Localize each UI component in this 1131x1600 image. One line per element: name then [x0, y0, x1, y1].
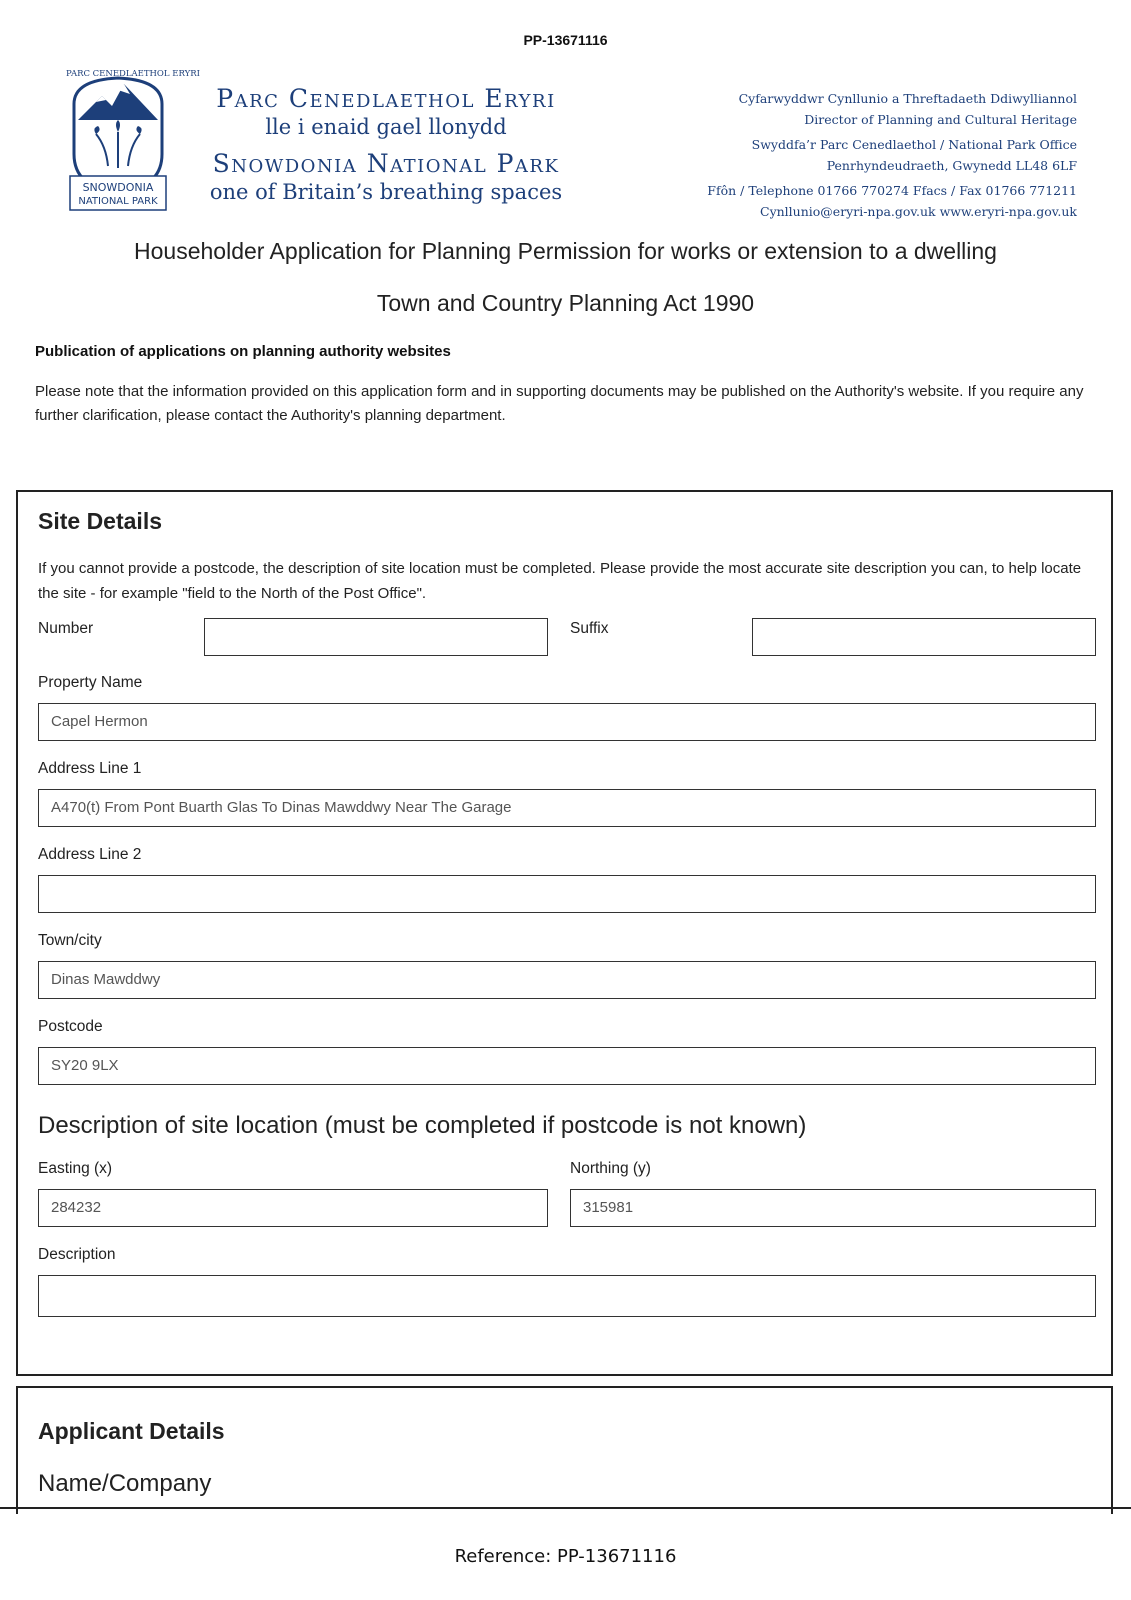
- logo-text-national-park: NATIONAL PARK: [78, 196, 158, 207]
- easting-field[interactable]: 284232: [38, 1189, 548, 1227]
- publication-heading: Publication of applications on planning authority websites: [35, 343, 451, 360]
- town-field[interactable]: Dinas Mawddwy: [38, 961, 1096, 999]
- site-details-section: [16, 490, 1113, 1376]
- publication-text: Please note that the information provided on this application form and in supporting documents may be published on the Authority's website. If you require any further clarification, please contact the Authority's planning department.: [35, 383, 1084, 424]
- address-line-2-label: Address Line 2: [38, 846, 142, 863]
- postcode-field[interactable]: SY20 9LX: [38, 1047, 1096, 1085]
- brand-welsh-name: Parc Cenedlaethol Eryri: [216, 84, 556, 113]
- description-label: Description: [38, 1246, 116, 1263]
- property-name-label: Property Name: [38, 674, 143, 691]
- contact-line: Swyddfa’r Parc Cenedlaethol / National Park Office: [751, 137, 1077, 152]
- applicant-details-title: Applicant Details: [38, 1418, 225, 1444]
- suffix-label: Suffix: [570, 620, 609, 637]
- form-title: Householder Application for Planning Permission for works or extension to a dwelling: [134, 238, 997, 264]
- page-divider: [0, 1507, 1131, 1509]
- contact-block: [697, 88, 1077, 222]
- reference-number-top: PP-13671116: [523, 32, 608, 48]
- logo-text-snowdonia: SNOWDONIA: [82, 181, 154, 194]
- number-label: Number: [38, 620, 94, 637]
- site-location-heading: Description of site location (must be completed if postcode is not known): [38, 1112, 807, 1139]
- brand-block: [188, 84, 584, 204]
- applicant-details-section: [16, 1386, 1113, 1514]
- logo-arc-text: PARC CENEDLAETHOL ERYRI: [66, 69, 200, 79]
- site-details-intro: If you cannot provide a postcode, the description of site location must be completed. Please provide the most accurate site description you can, to help locate the site - for example "field to the North of the Post Office".: [38, 560, 1082, 602]
- name-company-heading: Name/Company: [38, 1470, 212, 1497]
- easting-label: Easting (x): [38, 1160, 113, 1177]
- contact-line: Director of Planning and Cultural Heritage: [804, 112, 1077, 127]
- northing-field[interactable]: 315981: [570, 1189, 1096, 1227]
- contact-line: Penrhyndeudraeth, Gwynedd LL48 6LF: [826, 158, 1077, 173]
- brand-english-name: Snowdonia National Park: [212, 149, 560, 178]
- town-label: Town/city: [38, 932, 102, 949]
- suffix-field[interactable]: [752, 618, 1096, 656]
- postcode-label: Postcode: [38, 1018, 103, 1035]
- site-details-title: Site Details: [38, 508, 162, 534]
- property-name-field[interactable]: Capel Hermon: [38, 703, 1096, 741]
- contact-line: Cyfarwyddwr Cynllunio a Threftadaeth Ddiwylliannol: [738, 91, 1077, 106]
- contact-line: Ffôn / Telephone 01766 770274 Ffacs / Fax 01766 771211: [707, 183, 1077, 198]
- snowdonia-logo: [66, 69, 200, 212]
- address-line-1-field[interactable]: A470(t) From Pont Buarth Glas To Dinas Mawddwy Near The Garage: [38, 789, 1096, 827]
- brand-welsh-tagline: lle i enaid gael llonydd: [265, 115, 507, 139]
- brand-english-tagline: one of Britain’s breathing spaces: [209, 180, 563, 204]
- address-line-2-field[interactable]: [38, 875, 1096, 913]
- northing-label: Northing (y): [570, 1160, 651, 1177]
- number-field[interactable]: [204, 618, 548, 656]
- contact-email-web: Cynllunio@eryri-npa.gov.uk www.eryri-npa.gov.uk: [760, 204, 1077, 219]
- form-act: Town and Country Planning Act 1990: [376, 290, 755, 316]
- reference-footer: Reference: PP-13671116: [454, 1546, 677, 1567]
- address-line-1-label: Address Line 1: [38, 760, 142, 777]
- description-field[interactable]: [38, 1275, 1096, 1317]
